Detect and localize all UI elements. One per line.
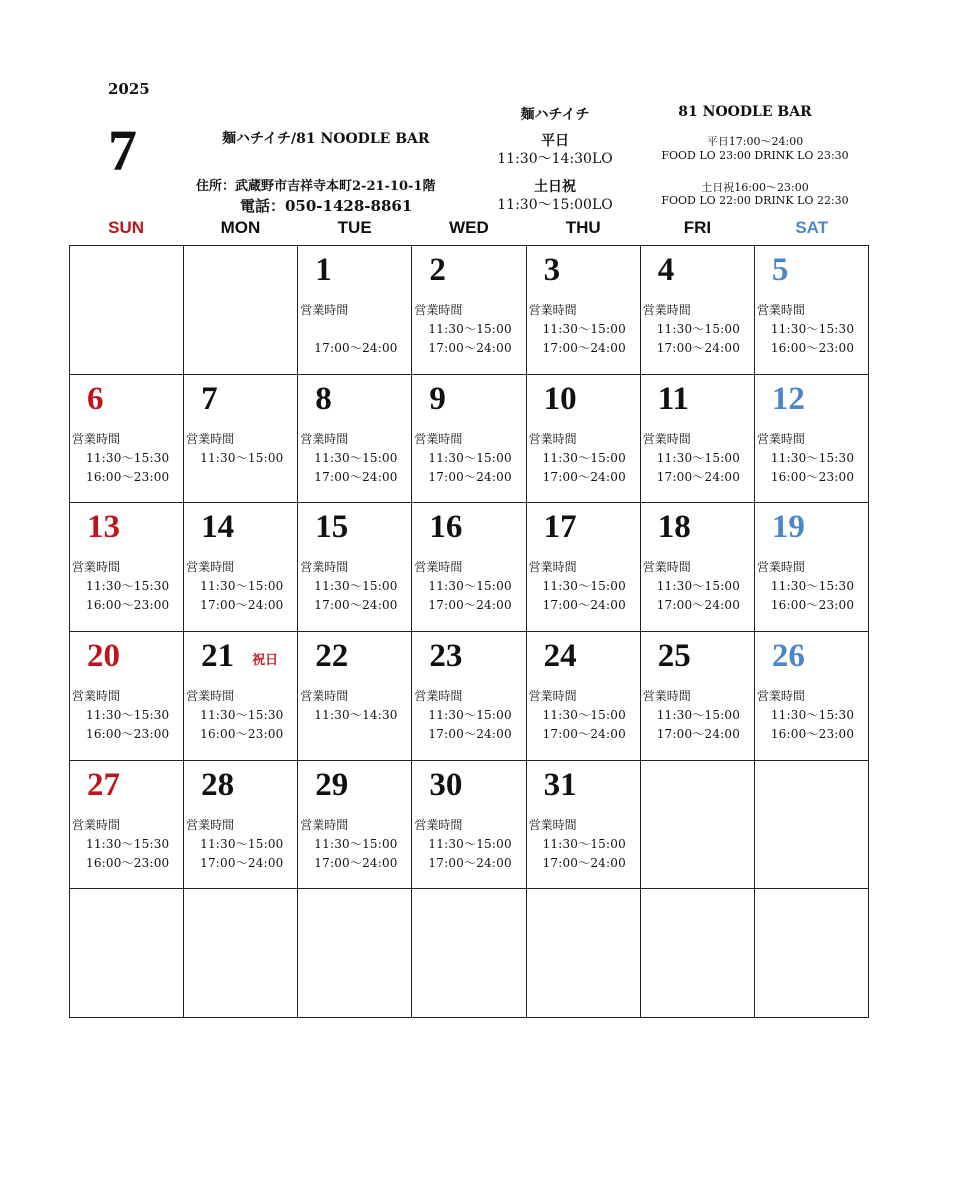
noodle-bar-weekday-lo: FOOD LO 23:00 DRINK LO 23:30 [661,149,849,162]
business-hours-label: 営業時間 [528,817,577,832]
dinner-hours: 17:00～24:00 [656,469,741,484]
lunch-hours: 11:30～15:00 [200,579,284,594]
lunch-hours: 11:30～15:00 [542,322,626,336]
calendar-grid [69,245,869,1018]
calendar-day-cell [184,246,298,375]
dinner-hours: 17:00～24:00 [428,341,512,355]
business-hours-label: 営業時間 [186,431,235,446]
lunch-hours: 11:30～15:00 [428,322,512,336]
business-hours-label: 営業時間 [72,560,121,575]
lunch-hours: 11:30～15:00 [428,836,512,851]
business-hours-label: 営業時間 [300,689,349,703]
business-hours-label: 営業時間 [186,817,235,832]
lunch-hours: 11:30～15:00 [428,708,512,722]
lunch-hours: 11:30～15:00 [314,450,398,465]
calendar-day-cell [298,503,412,632]
day-number: 10 [543,380,577,417]
calendar-day-cell [527,889,641,1018]
business-hours-label: 営業時間 [186,560,235,575]
calendar-day-cell [641,375,755,504]
dinner-hours: 17:00～24:00 [428,598,512,613]
business-hours-label: 営業時間 [642,431,691,446]
business-hours-label: 営業時間 [528,431,577,446]
lunch-hours: 11:30～15:30 [86,450,170,465]
calendar-day-cell [755,246,869,375]
calendar-day-cell [755,503,869,632]
lunch-hours: 11:30～15:30 [86,579,170,594]
dinner-hours: 17:00～24:00 [542,855,626,870]
calendar-day-cell [641,503,755,632]
day-number: 8 [315,380,332,417]
business-hours-label: 営業時間 [300,560,349,575]
calendar-day-cell [412,503,526,632]
calendar-day-cell [412,889,526,1018]
noodle-bar-weekday: 平日17:00～24:00 [706,135,804,148]
calendar-day-cell [412,246,526,375]
lunch-hours: 11:30～15:00 [428,450,512,465]
month-number: 7 [108,118,137,183]
weekday-header [69,218,869,240]
day-number: 31 [543,766,577,803]
business-hours-label: 営業時間 [414,431,463,446]
calendar-day-cell [641,632,755,761]
business-hours-label: 営業時間 [642,689,691,703]
dinner-hours: 17:00～24:00 [656,341,741,355]
dinner-hours: 17:00～24:00 [542,727,626,741]
calendar-day-cell [298,761,412,890]
business-hours-label: 営業時間 [528,689,577,703]
lunch-hours: 11:30～15:00 [542,708,626,722]
lunch-hours: 11:30～15:00 [200,836,284,851]
day-number: 19 [771,509,805,546]
calendar-day-cell [527,375,641,504]
year-label: 2025 [108,80,150,98]
day-number: 21 [201,638,235,674]
lunch-hours: 11:30～15:00 [656,322,741,336]
day-number: 3 [543,252,561,288]
weekday-thu: THU [565,218,601,237]
business-hours-label: 営業時間 [414,560,463,575]
day-number: 25 [657,638,691,674]
lunch-hours: 11:30～15:00 [656,708,741,722]
dinner-hours: 16:00～23:00 [86,727,170,741]
weekday-fri: FRI [683,218,712,237]
lunch-hours: 11:30～15:00 [314,579,398,594]
lunch-hours: 11:30～15:30 [86,708,170,722]
calendar-day-cell [755,761,869,890]
dinner-hours: 16:00～23:00 [770,341,855,355]
day-number: 9 [429,380,446,417]
lunch-hours: 11:30～15:30 [770,322,855,336]
hachiichi-weekend-label: 土日祝 [534,179,576,195]
dinner-hours: 17:00～24:00 [542,341,626,355]
calendar-day-cell [641,246,755,375]
day-number: 14 [201,509,235,546]
business-hours-label: 営業時間 [756,303,805,317]
calendar-day-cell [527,503,641,632]
holiday-badge: 祝日 [252,653,279,668]
dinner-hours: 16:00～23:00 [770,727,855,741]
address: 住所：武蔵野市吉祥寺本町2-21-10-1階 [196,179,436,194]
day-number: 17 [543,509,577,546]
calendar-day-cell [641,889,755,1018]
lunch-hours: 11:30～15:30 [86,836,170,851]
dinner-hours: 16:00～23:00 [200,727,284,741]
dinner-hours: 17:00～24:00 [428,855,512,870]
day-number: 12 [771,380,805,417]
calendar-day-cell [184,889,298,1018]
calendar-day-cell [70,889,184,1018]
lunch-hours: 11:30～15:00 [428,579,512,594]
lunch-hours: 11:30～14:30 [314,708,398,722]
calendar-day-cell [298,632,412,761]
business-hours-label: 営業時間 [414,817,463,832]
business-hours-label: 営業時間 [72,431,121,446]
lunch-hours: 11:30～15:30 [200,708,284,722]
shop-name: 麺ハチイチ/81 NOODLE BAR [222,131,430,147]
dinner-hours: 17:00～24:00 [656,727,741,741]
calendar-day-cell [755,632,869,761]
calendar-day-cell [527,246,641,375]
day-number: 24 [543,638,577,674]
day-number: 26 [771,638,805,674]
business-hours-label: 営業時間 [756,560,805,575]
day-number: 22 [315,638,349,674]
calendar-day-cell [412,375,526,504]
calendar-day-cell [184,632,298,761]
business-hours-label: 営業時間 [300,431,349,446]
calendar-day-cell [527,632,641,761]
lunch-hours: 11:30～15:00 [656,450,741,465]
dinner-hours: 16:00～23:00 [770,598,855,613]
lunch-hours: 11:30～15:00 [656,579,741,594]
hachiichi-weekend-time: 11:30～15:00LO [497,197,613,213]
dinner-hours: 17:00～24:00 [314,341,398,355]
day-number: 27 [87,766,120,803]
calendar-day-cell [70,632,184,761]
calendar-day-cell [184,503,298,632]
hachiichi-title: 麺ハチイチ [520,107,590,123]
dinner-hours: 17:00～24:00 [314,855,398,870]
weekday-sat: SAT [795,218,829,237]
noodle-bar-weekend-lo: FOOD LO 22:00 DRINK LO 22:30 [661,194,849,207]
dinner-hours: 17:00～24:00 [314,469,398,484]
day-number: 29 [315,766,349,803]
business-hours-label: 営業時間 [528,560,577,575]
day-number: 2 [429,252,446,288]
dinner-hours: 17:00～24:00 [428,727,512,741]
day-number: 1 [315,252,332,288]
business-hours-label: 営業時間 [300,817,349,832]
day-number: 6 [87,380,104,417]
calendar-day-cell [70,761,184,890]
dinner-hours: 17:00～24:00 [656,598,741,613]
calendar-day-cell [755,375,869,504]
business-hours-label: 営業時間 [186,689,235,703]
dinner-hours: 16:00～23:00 [770,469,855,484]
calendar-day-cell [412,632,526,761]
day-number: 4 [657,252,675,288]
dinner-hours: 16:00～23:00 [86,855,170,870]
dinner-hours: 17:00～24:00 [314,598,398,613]
business-hours-label: 営業時間 [528,303,577,317]
day-number: 11 [657,380,689,417]
hachiichi-weekday-label: 平日 [541,133,569,149]
dinner-hours: 17:00～24:00 [542,598,626,613]
calendar-day-cell [184,761,298,890]
noodle-bar-title: 81 NOODLE BAR [678,104,812,120]
day-number: 18 [657,509,691,546]
calendar-day-cell [70,503,184,632]
day-number: 28 [201,766,235,803]
calendar-day-cell [641,761,755,890]
weekday-sun: SUN [108,218,145,237]
day-number: 5 [771,252,789,288]
day-number: 16 [429,509,463,546]
lunch-hours: 11:30～15:30 [770,450,855,465]
weekday-tue: TUE [337,218,372,237]
calendar-day-cell [70,375,184,504]
calendar-day-cell [527,761,641,890]
business-hours-label: 営業時間 [414,689,463,703]
dinner-hours: 16:00～23:00 [86,469,170,484]
day-number: 7 [201,380,218,417]
business-hours-label: 営業時間 [642,303,691,317]
calendar-day-cell [755,889,869,1018]
lunch-hours: 11:30～15:30 [770,579,855,594]
calendar-day-cell [184,375,298,504]
day-number: 20 [87,638,120,674]
dinner-hours: 16:00～23:00 [86,598,170,613]
day-number: 13 [87,509,120,546]
lunch-hours: 11:30～15:00 [200,450,284,465]
noodle-bar-weekend: 土日祝16:00～23:00 [701,181,809,194]
calendar-day-cell [70,246,184,375]
dinner-hours: 17:00～24:00 [200,598,284,613]
day-number: 23 [429,638,463,674]
weekday-mon: MON [220,218,261,237]
lunch-hours: 11:30～15:00 [542,450,626,465]
business-hours-label: 営業時間 [642,560,691,575]
business-hours-label: 営業時間 [414,303,463,317]
phone-number: 電話：050-1428-8861 [240,197,413,215]
lunch-hours: 11:30～15:30 [770,708,855,722]
business-hours-label: 営業時間 [756,431,805,446]
business-hours-label: 営業時間 [72,817,121,832]
lunch-hours: 11:30～15:00 [314,836,398,851]
business-hours-label: 営業時間 [72,689,121,703]
business-hours-label: 営業時間 [756,689,805,703]
dinner-hours: 17:00～24:00 [542,469,626,484]
lunch-hours: 11:30～15:00 [542,836,626,851]
calendar-day-cell [298,246,412,375]
weekday-wed: WED [449,218,489,237]
lunch-hours: 11:30～15:00 [542,579,626,594]
dinner-hours: 17:00～24:00 [200,855,284,870]
calendar-day-cell [412,761,526,890]
day-number: 15 [315,509,349,546]
day-number: 30 [429,766,463,803]
business-hours-label: 営業時間 [300,303,349,317]
calendar-day-cell [298,375,412,504]
calendar-day-cell [298,889,412,1018]
hachiichi-weekday-time: 11:30～14:30LO [497,151,613,167]
dinner-hours: 17:00～24:00 [428,469,512,484]
